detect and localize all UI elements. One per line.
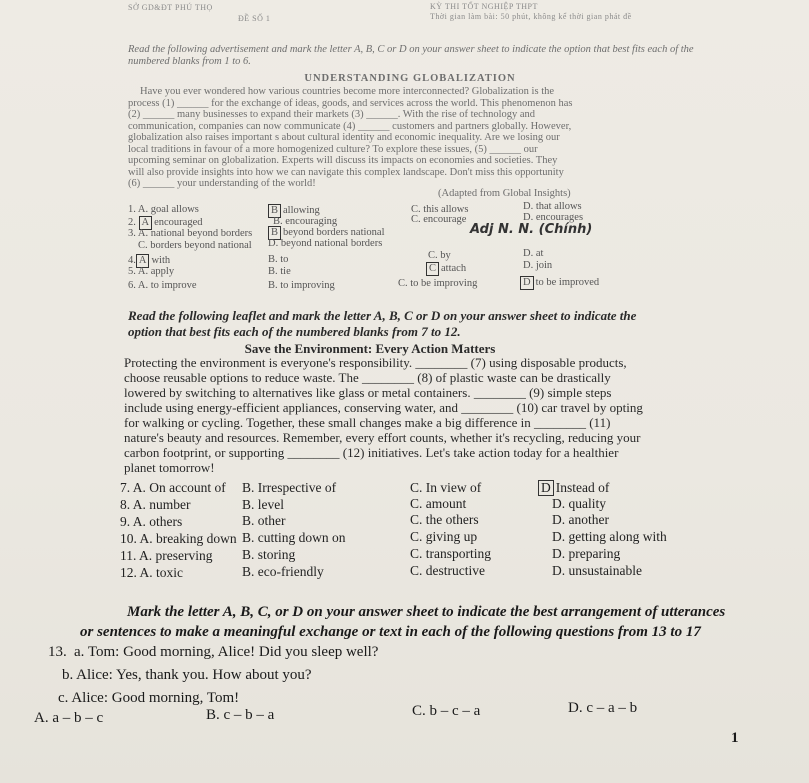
passage-line: (6) ______ your understanding of the world!	[128, 178, 316, 189]
option-2d[interactable]: D. encourages	[523, 212, 584, 223]
answer-mark: C	[426, 262, 439, 276]
option-10b[interactable]: B. cutting down on	[242, 530, 346, 545]
option-5d[interactable]: D. join	[523, 260, 553, 271]
option-4b[interactable]: B. to	[268, 254, 289, 265]
section2-options	[120, 480, 700, 580]
option-3a[interactable]: A. national beyond borders	[137, 228, 253, 239]
option-4a[interactable]: 4. A with	[128, 255, 171, 266]
question-13-item-b: b. Alice: Yes, thank you. How about you?	[62, 667, 312, 683]
option-1d[interactable]: D. that allows	[523, 201, 582, 212]
option-9c[interactable]: C. the others	[410, 512, 479, 527]
option-10d[interactable]: D. getting along with	[552, 529, 667, 544]
option-9a[interactable]: 9. A. others	[120, 514, 183, 529]
passage-line: communication, companies can now communicate (4) ______ customers and partners globally. However,	[128, 120, 572, 132]
section1-passage	[128, 86, 572, 190]
question-13-item-a: a. Tom: Good morning, Alice! Did you sleep well?	[74, 644, 379, 660]
section3-instruction-line1: Mark the letter A, B, C, or D on your answer sheet to indicate the best arrangement of utterances	[127, 604, 726, 620]
passage-line: for walking or cycling. Together, these small changes make a big difference in ________ (11)	[124, 415, 611, 430]
option-2c[interactable]: C. encourage	[411, 214, 467, 225]
passage-line: (2) ______ many businesses to expand their markets (3) ______. With the rise of technology and	[128, 109, 536, 120]
option-5c[interactable]: C attach	[426, 262, 466, 276]
option-12d[interactable]: D. unsustainable	[552, 563, 642, 578]
answer-mark: A	[136, 254, 150, 268]
option-2b[interactable]: B. encouraging	[273, 216, 338, 227]
passage-line: will also provide insights into how we can navigate this complex landscape. Don't miss this opportunity	[128, 166, 564, 178]
passage-line: Protecting the environment is everyone's responsibility. ________ (7) using disposable products,	[124, 355, 627, 370]
passage-line: process (1) ______ for the exchange of ideas, goods, and services across the world. This phenomenon has	[128, 97, 573, 109]
option-3c[interactable]: C. borders beyond national	[138, 240, 252, 251]
passage-line: local traditions in favour of a more homogenized culture? To explore these issues, (5) ______ our	[128, 143, 538, 155]
passage-line: carbon footprint, or supporting ________ (12) initiatives. Let's take action today for a healthier	[124, 445, 619, 460]
section1-instruction: Read the following advertisement and mark the letter A, B, C or D on your answer sheet to indicate the option that best fits each of the numbered blanks from 1 to 6.	[128, 44, 694, 67]
passage-line: nature's beauty and resources. Remember, every effort counts, whether it's recycling, reducing your	[124, 430, 641, 445]
option-11d[interactable]: D. preparing	[552, 546, 621, 561]
answer-13d[interactable]: D. c – a – b	[568, 700, 638, 716]
answer-13a[interactable]: A. a – b – c	[34, 710, 104, 726]
answer-mark: D	[538, 480, 554, 496]
option-9d[interactable]: D. another	[552, 512, 609, 527]
option-9b[interactable]: B. other	[242, 513, 286, 528]
option-4d[interactable]: D. at	[523, 248, 544, 259]
option-2a[interactable]: 2. A encouraged	[128, 217, 203, 228]
option-4c[interactable]: C. by	[428, 250, 451, 261]
answer-13c[interactable]: C. b – c – a	[412, 703, 481, 719]
option-7c[interactable]: C. In view of	[410, 480, 482, 495]
section1-title: UNDERSTANDING GLOBALIZATION	[304, 73, 516, 84]
section3-instruction-line2: or sentences to make a meaningful exchange or text in each of the following questions from 13 to 17	[80, 624, 701, 640]
option-6d[interactable]: D to be improved	[520, 276, 599, 290]
option-5a[interactable]: A. apply	[137, 266, 175, 277]
page-number: 1	[731, 730, 739, 746]
option-6c[interactable]: C. to be improving	[398, 278, 478, 289]
option-6a[interactable]: A. to improve	[137, 280, 197, 291]
header-left: SỞ GD&ĐT PHÚ THỌ	[128, 3, 213, 12]
answer-mark: A	[139, 216, 153, 230]
answer-mark: B	[268, 226, 281, 240]
question-13-number: 13.	[48, 644, 67, 660]
section1-source: (Adapted from Global Insights)	[438, 188, 571, 199]
header-right-sub: Thời gian làm bài: 50 phút, không kể thời gian phát đề	[430, 12, 632, 21]
option-10a[interactable]: 10. A. breaking down	[120, 531, 237, 546]
section2-instruction: Read the following leaflet and mark the letter A, B, C or D on your answer sheet to indicate the option that best fits each of the numbered blanks from 7 to 12.	[128, 308, 637, 339]
option-1c[interactable]: C. this allows	[411, 204, 469, 215]
option-8d[interactable]: D. quality	[552, 496, 606, 511]
option-6b[interactable]: B. to improving	[268, 280, 335, 291]
option-11b[interactable]: B. storing	[242, 547, 296, 562]
passage-line: upcoming seminar on globalization. Experts will discuss its impacts on economies and societies. They	[128, 155, 558, 166]
question-13-item-c: c. Alice: Good morning, Tom!	[58, 690, 240, 706]
passage-line: globalization also raises important s about cultural identity and economic inequality. Are we losing our	[128, 132, 560, 143]
option-3b[interactable]: B beyond borders national	[268, 226, 385, 240]
option-7a[interactable]: 7. A. On account of	[120, 480, 226, 495]
passage-line: planet tomorrow!	[124, 460, 215, 475]
option-7d[interactable]: D Instead of	[538, 480, 609, 496]
header-right: KỲ THI TỐT NGHIỆP THPT	[430, 2, 538, 11]
option-8a[interactable]: 8. A. number	[120, 497, 191, 512]
option-12c[interactable]: C. destructive	[410, 563, 485, 578]
option-12a[interactable]: 12. A. toxic	[120, 565, 183, 580]
answer-mark: B	[268, 204, 281, 218]
passage-line: Have you ever wondered how various countries become more interconnected? Globalization is the	[140, 86, 555, 97]
passage-line: lowered by switching to alternatives like glass or metal containers. ________ (9) simple steps	[124, 385, 612, 400]
option-1b[interactable]: B allowing	[268, 204, 320, 218]
passage-line: include using energy-efficient appliances, conserving water, and ________ (10) car travel by opting	[124, 400, 643, 415]
option-5b[interactable]: B. tie	[268, 266, 291, 277]
header-left-sub: ĐỀ SỐ 1	[238, 14, 271, 23]
section2-title: Save the Environment: Every Action Matters	[244, 341, 496, 356]
answer-13b[interactable]: B. c – b – a	[206, 707, 275, 723]
option-7b[interactable]: B. Irrespective of	[242, 480, 337, 495]
option-12b[interactable]: B. eco-friendly	[242, 564, 324, 579]
option-11c[interactable]: C. transporting	[410, 546, 491, 561]
section2-passage	[124, 355, 643, 475]
passage-line: choose reusable options to reduce waste. The ________ (8) of plastic waste can be drastically	[124, 370, 611, 385]
option-8c[interactable]: C. amount	[410, 496, 467, 511]
answer-mark: D	[520, 276, 534, 290]
option-8b[interactable]: B. level	[242, 497, 284, 512]
option-1a[interactable]: A. goal allows	[137, 204, 199, 215]
option-3d[interactable]: D. beyond national borders	[268, 238, 383, 249]
section1-options: 1. A. goal allows B allowing C. this allows D. that allows 2. A encouraged B. encouraging C. encourage D. encourages 3. A. national beyond borders B beyond borders national Adj N. N. (Chính) C. borders beyond national D. beyond national borders 4. A with B. to C. by D. at 5. A. apply B. tie C attach D. join 6. A. to improve B. to improving C. to be improving D to be improved	[128, 201, 600, 291]
option-10c[interactable]: C. giving up	[410, 529, 478, 544]
handwritten-note: Adj N. N. (Chính)	[470, 222, 593, 237]
option-11a[interactable]: 11. A. preserving	[120, 548, 213, 563]
